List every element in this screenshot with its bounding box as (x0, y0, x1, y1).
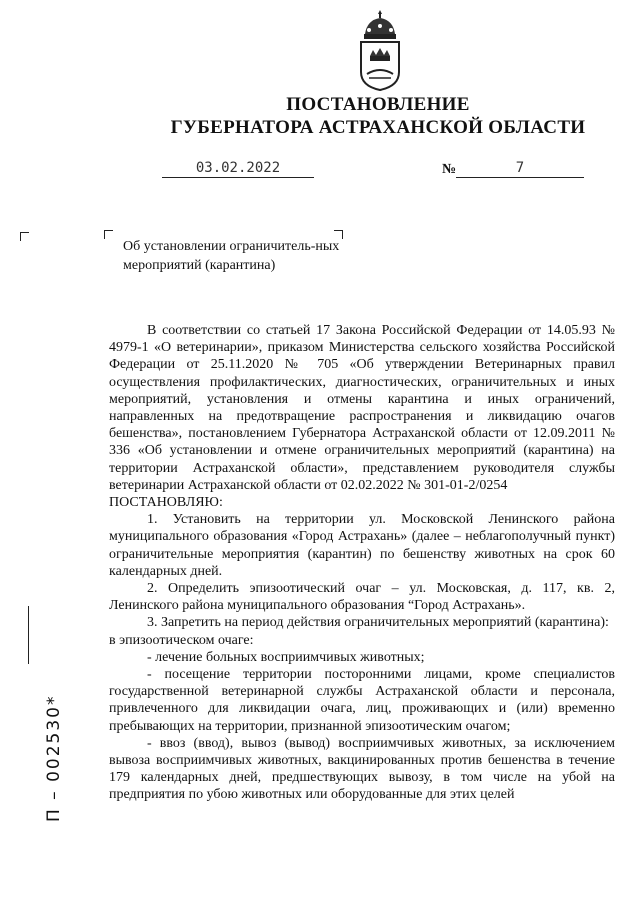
registration-stamp: П – 002530* (44, 694, 64, 822)
list-item: - ввоз (ввод), вывоз (вывод) восприимчивых животных, за исключением вывоза восприимчивых животных, вакцинированных против бешенства в течение 179 календарных дней, предшествующих вывозу, в том числе на убой на предприятия по убою животных или оборудованные для этих целей (109, 735, 615, 803)
margin-line (28, 606, 29, 664)
decree-word: ПОСТАНОВЛЯЮ: (109, 495, 223, 511)
paragraph-1: 1. Установить на территории ул. Московской Ленинского района муниципального образования «Город Астрахань» (далее – неблагополучный пункт) ограничительные мероприятия (карантин) по бешенству животных на срок 60 календарных дней. (109, 512, 615, 579)
list-item: - посещение территории посторонними лицами, кроме специалистов государственной ветеринарной службы Астраханской области и персонала, привлеченного для ликвидации очага, лиц, проживающих и (или) временно пребывающих на территории, признанной эпизоотическим очагом; (109, 667, 615, 734)
astrakhan-coat-of-arms-icon (355, 8, 405, 92)
number-sign: № (442, 162, 457, 177)
paragraph-3-subheading: в эпизоотическом очаге: (109, 632, 254, 648)
preamble-paragraph: В соответствии со статьей 17 Закона Российской Федерации от 14.05.93 № 4979-1 «О ветеринарии», приказом Министерства сельского хозяйства Российской Федерации от 25.11.2020 № 705 «Об утверждении Ветеринарных правил осуществления профилактических, диагностических, ограничительных и иных мероприятий, установления и отмены карантина и иных ограничений, направленных на предотвращение распространения и ликвидацию очагов бешенства», постановлением Губернатора Астраханской области от 12.09.2011 № 336 «Об установлении и отмене ограничительных мероприятий (карантина) на территории Астраханской области», представлением руководителя службы ветеринарии Астраханской области от 02.02.2022 № 301-01-2/0254 (109, 323, 615, 493)
paragraph-2: 2. Определить эпизоотический очаг – ул. Московская, д. 117, кв. 2, Ленинского района муниципального образования “Город Астрахань». (109, 581, 615, 614)
document-date: 03.02.2022 (162, 160, 314, 178)
corner-mark-left (20, 232, 29, 241)
list-item: - лечение больных восприимчивых животных; (147, 649, 425, 665)
corner-mark-subject-left (104, 230, 113, 239)
document-number: 7 (456, 160, 584, 178)
document-body (109, 322, 615, 804)
document-title: ПОСТАНОВЛЕНИЕ (286, 94, 470, 115)
document-subject: Об установлении ограничитель-ных мероприятий (карантина) (123, 239, 340, 273)
document-subtitle: ГУБЕРНАТОРА АСТРАХАНСКОЙ ОБЛАСТИ (170, 117, 586, 138)
paragraph-3: 3. Запретить на период действия ограничительных мероприятий (карантина): (147, 615, 609, 631)
